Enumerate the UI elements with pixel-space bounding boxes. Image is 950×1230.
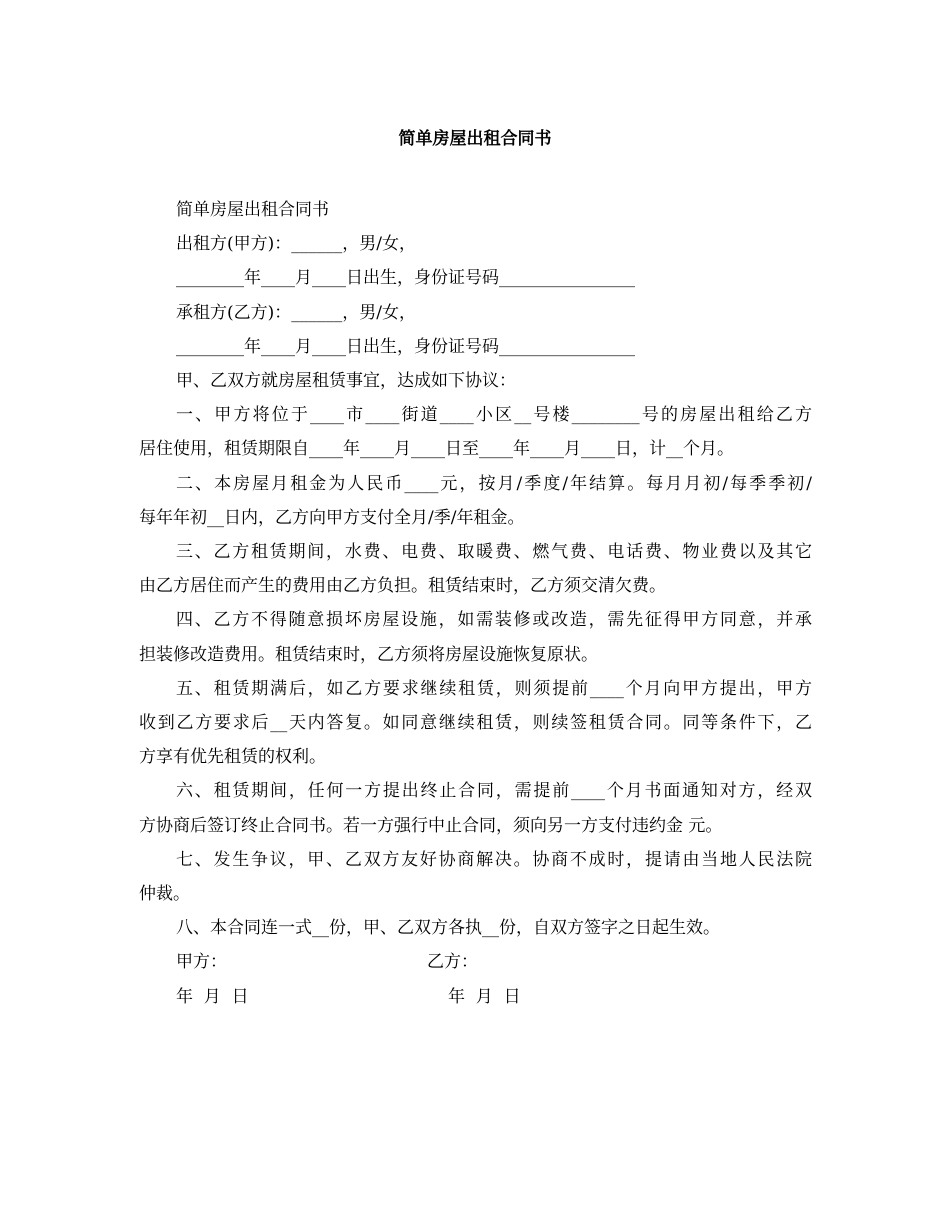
party-a-signature: 甲方： bbox=[176, 952, 227, 973]
clause-1-line-2: 居住使用，租赁期限自____年____月____日至____年____月____日，计__个月。 bbox=[139, 439, 734, 460]
clause-7-line-1: 七、发生争议，甲、乙双方友好协商解决。协商不成时，提请由当地人民法院 bbox=[176, 849, 812, 870]
document-body bbox=[139, 193, 812, 1014]
clause-8: 八、本合同连一式__份，甲、乙双方各执__份，自双方签字之日起生效。 bbox=[176, 918, 720, 939]
clause-4-line-1: 四、乙方不得随意损坏房屋设施，如需装修或改造，需先征得甲方同意，并承 bbox=[176, 610, 812, 631]
intro-title-line: 简单房屋出租合同书 bbox=[176, 200, 329, 220]
document-title: 简单房屋出租合同书 bbox=[398, 129, 552, 149]
clause-2-line-1: 二、本房屋月租金为人民币____元，按月/季度/年结算。每月月初/每季季初/ bbox=[176, 473, 812, 494]
clause-6-line-1: 六、租赁期间，任何一方提出终止合同，需提前____个月书面通知对方，经双 bbox=[176, 781, 812, 802]
lessor-line: 出租方(甲方)：______，男/女， bbox=[176, 234, 416, 255]
agreement-intro: 甲、乙双方就房屋租赁事宜，达成如下协议： bbox=[176, 371, 516, 392]
lessee-line: 承租方(乙方)：______，男/女， bbox=[176, 302, 416, 323]
clause-5-line-3: 方享有优先租赁的权利。 bbox=[139, 747, 326, 768]
date-row bbox=[139, 980, 812, 1014]
lessee-birth-id-line: ________年____月____日出生，身份证号码________________ bbox=[176, 336, 635, 357]
clause-5-line-2: 收到乙方要求后__天内答复。如同意继续租赁，则续签租赁合同。同等条件下，乙 bbox=[139, 713, 812, 734]
clause-3-line-2: 由乙方居住而产生的费用由乙方负担。租赁结束时，乙方须交清欠费。 bbox=[139, 576, 666, 597]
clause-3-line-1: 三、乙方租赁期间，水费、电费、取暖费、燃气费、电话费、物业费以及其它 bbox=[176, 542, 812, 563]
clause-5-line-1: 五、租赁期满后，如乙方要求继续租赁，则须提前____个月向甲方提出，甲方 bbox=[176, 678, 812, 699]
clause-6-line-2: 方协商后签订终止合同书。若一方强行中止合同，须向另一方支付违约金 元。 bbox=[139, 815, 723, 836]
party-b-date: 年 月 日 bbox=[448, 986, 521, 1007]
signature-row bbox=[139, 945, 812, 979]
clause-4-line-2: 担装修改造费用。租赁结束时，乙方须将房屋设施恢复原状。 bbox=[139, 644, 598, 665]
clause-2-line-2: 每年年初__日内，乙方向甲方支付全月/季/年租金。 bbox=[139, 507, 525, 528]
clause-1-line-1: 一、甲方将位于____市____街道____小区__号楼________号的房屋出租给乙方 bbox=[176, 405, 812, 426]
clause-7-line-2: 仲裁。 bbox=[139, 884, 190, 905]
lessor-birth-id-line: ________年____月____日出生，身份证号码________________ bbox=[176, 268, 635, 289]
party-a-date: 年 月 日 bbox=[176, 986, 249, 1007]
party-b-signature: 乙方： bbox=[427, 952, 478, 973]
